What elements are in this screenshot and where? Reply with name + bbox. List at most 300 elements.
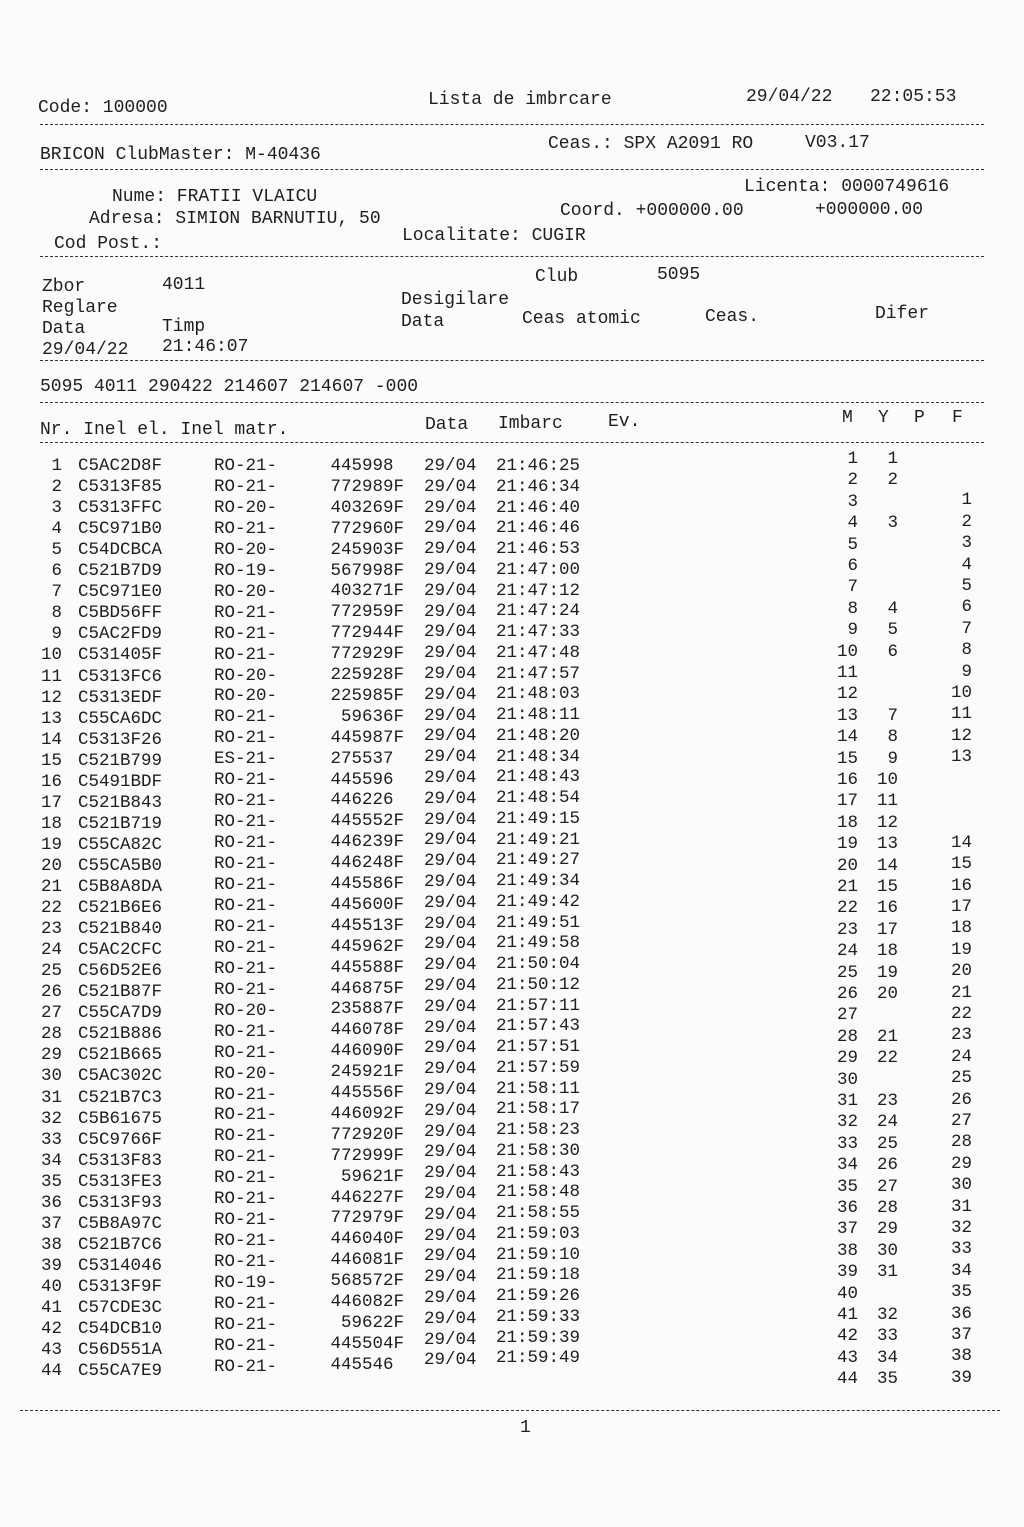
rank-f: 6	[961, 597, 972, 618]
ring-series: RO-20-	[214, 1000, 278, 1021]
rank-m: 23	[836, 919, 858, 940]
rank-m: 27	[836, 1005, 858, 1026]
row-number: 27	[40, 1003, 62, 1024]
arrival-time: 21:49:27	[496, 850, 581, 871]
arrival-date: 29/04	[424, 705, 477, 726]
row-number: 4	[51, 519, 62, 540]
arrival-time: 21:46:40	[496, 497, 581, 518]
electronic-ring: C55CA6DC	[78, 708, 163, 729]
arrival-time: 21:59:03	[496, 1223, 581, 1244]
arrival-time: 21:46:25	[496, 456, 581, 476]
device-model: BRICON ClubMaster: M-40436	[40, 145, 321, 165]
ring-number: 235887F	[330, 999, 404, 1020]
rank-y: 10	[876, 770, 898, 790]
ring-series: RO-21-	[214, 623, 278, 644]
arrival-date: 29/04	[424, 1350, 477, 1371]
electronic-ring: C55CA5B0	[78, 855, 163, 876]
ring-number: 446081F	[330, 1250, 404, 1271]
rank-f: 7	[961, 618, 972, 639]
electronic-ring: C54DCBCA	[78, 540, 163, 561]
arrival-date: 29/04	[424, 1267, 477, 1288]
ring-number: 445998	[330, 456, 404, 476]
rank-f: 9	[961, 661, 972, 682]
rank-y: 31	[876, 1262, 898, 1283]
rank-m: 7	[847, 577, 858, 598]
col-header-ev: Ev.	[608, 412, 641, 432]
rank-y: 11	[876, 791, 898, 812]
rank-m: 1	[847, 449, 858, 469]
rank-m: 34	[836, 1155, 858, 1176]
rank-y: 16	[876, 898, 898, 919]
rank-m: 19	[836, 834, 858, 855]
electronic-ring: C5AC302C	[78, 1066, 163, 1087]
col-header-f: F	[952, 408, 963, 428]
ring-number: 445962F	[330, 936, 404, 957]
arrival-date: 29/04	[424, 1142, 477, 1163]
electronic-ring: C56D551A	[78, 1340, 163, 1361]
arrival-date: 29/04	[424, 830, 477, 851]
row-number: 18	[40, 813, 62, 834]
ring-number: 445552F	[330, 811, 404, 832]
rank-y: 24	[876, 1112, 898, 1133]
ring-number: 772960F	[330, 518, 404, 539]
rank-y: 4	[887, 598, 898, 619]
rank-f: 21	[950, 982, 972, 1003]
rank-y: 23	[876, 1091, 898, 1111]
rank-y: 5	[887, 620, 898, 641]
ring-number: 446226	[330, 790, 404, 811]
arrival-time: 21:48:34	[496, 746, 581, 767]
ring-series: RO-20-	[214, 686, 278, 707]
arrival-time: 21:50:12	[496, 974, 581, 995]
arrival-date: 29/04	[424, 1038, 477, 1059]
row-number: 19	[40, 834, 62, 855]
rank-y: 20	[876, 984, 898, 1004]
rank-f: 28	[950, 1132, 972, 1153]
ring-series: RO-21-	[214, 875, 278, 895]
row-number: 17	[40, 792, 62, 813]
rank-y: 8	[887, 727, 898, 748]
ring-series: RO-21-	[214, 602, 278, 623]
rank-f: 31	[950, 1196, 972, 1217]
owner-address: Adresa: SIMION BARNUTIU, 50	[89, 209, 381, 229]
rank-f: 4	[961, 554, 972, 575]
arrival-date: 29/04	[424, 476, 477, 497]
rank-f: 15	[950, 854, 972, 875]
print-date: 29/04/22	[746, 87, 833, 107]
row-number: 12	[40, 687, 62, 708]
arrival-time: 21:48:03	[496, 684, 581, 705]
zbor-label: Zbor	[42, 277, 86, 297]
rank-f: 17	[950, 897, 972, 917]
arrival-date: 29/04	[424, 456, 477, 476]
arrival-date: 29/04	[424, 809, 477, 830]
electronic-ring: C5313FFC	[78, 498, 163, 519]
divider	[20, 1410, 1000, 1411]
arrival-date: 29/04	[424, 1100, 477, 1121]
rank-f: 32	[950, 1218, 972, 1238]
ring-number: 446875F	[330, 978, 404, 999]
rank-m: 2	[847, 470, 858, 491]
arrival-time: 21:58:55	[496, 1203, 581, 1223]
rank-m: 20	[836, 855, 858, 876]
ring-series: RO-21-	[214, 456, 278, 476]
arrival-date: 29/04	[424, 622, 477, 643]
ring-number: 445504F	[330, 1333, 404, 1354]
arrival-time: 21:46:46	[496, 518, 581, 539]
ring-number: 225985F	[330, 685, 404, 706]
rank-m: 28	[836, 1026, 858, 1047]
rank-f: 36	[950, 1303, 972, 1324]
electronic-ring: C521B6E6	[78, 898, 163, 919]
divider	[40, 402, 984, 403]
rank-y: 1	[887, 449, 898, 469]
electronic-ring: C5B8A8DA	[78, 877, 163, 897]
ring-series: RO-21-	[214, 1042, 278, 1063]
ring-number: 445600F	[330, 894, 404, 915]
electronic-ring: C521B665	[78, 1045, 163, 1066]
electronic-ring: C55CA7E9	[78, 1361, 163, 1382]
row-number: 21	[40, 877, 62, 897]
rank-m: 13	[836, 705, 858, 726]
arrival-date: 29/04	[424, 996, 477, 1017]
arrival-date: 29/04	[424, 851, 477, 872]
rank-y: 13	[876, 834, 898, 855]
row-number: 36	[40, 1192, 62, 1213]
timp-label: Timp	[162, 317, 206, 337]
electronic-ring: C5AC2FD9	[78, 624, 163, 645]
rank-f: 5	[961, 576, 972, 596]
rank-m: 39	[836, 1262, 858, 1283]
rank-m: 22	[836, 898, 858, 919]
ring-number: 446239F	[330, 832, 404, 853]
ring-series: RO-20-	[214, 497, 278, 518]
arrival-time: 21:57:51	[496, 1037, 581, 1057]
rank-f: 18	[950, 918, 972, 939]
rank-m: 31	[836, 1091, 858, 1111]
rank-m: 30	[836, 1069, 858, 1090]
rank-y: 21	[876, 1026, 898, 1047]
ring-number: 772929F	[330, 644, 404, 665]
ring-number: 445513F	[330, 915, 404, 936]
rank-m: 8	[847, 598, 858, 619]
arrival-time: 21:49:21	[496, 829, 581, 850]
electronic-ring: C531405F	[78, 645, 163, 666]
ring-series: RO-21-	[214, 707, 278, 728]
ring-series: RO-19-	[214, 560, 278, 581]
row-number: 2	[51, 477, 62, 498]
electronic-ring: C54DCB10	[78, 1319, 163, 1340]
arrival-time: 21:59:33	[496, 1306, 581, 1327]
electronic-ring: C521B7C3	[78, 1087, 163, 1108]
ring-series: RO-21-	[214, 1189, 278, 1210]
divider	[40, 169, 984, 170]
arrival-time: 21:47:57	[496, 663, 581, 684]
row-number: 41	[40, 1298, 62, 1318]
coordinates-value: +000000.00	[815, 200, 924, 220]
electronic-ring: C55CA82C	[78, 834, 163, 855]
col-header-imbarc: Imbarc	[498, 414, 563, 434]
arrival-date: 29/04	[424, 913, 477, 934]
rank-m: 15	[836, 748, 858, 769]
arrival-time: 21:57:11	[496, 995, 581, 1016]
owner-name: Nume: FRATII VLAICU	[112, 187, 318, 207]
ring-series: RO-21-	[214, 1356, 278, 1377]
row-number: 9	[51, 624, 62, 645]
arrival-date: 29/04	[424, 747, 477, 768]
rank-f: 27	[950, 1111, 972, 1131]
electronic-ring: C5313F9F	[78, 1276, 163, 1297]
arrival-date: 29/04	[424, 643, 477, 664]
electronic-ring: C56D52E6	[78, 961, 163, 982]
rank-f: 8	[961, 640, 972, 661]
electronic-ring: C521B7C6	[78, 1234, 163, 1255]
coordinates: Coord. +000000.00	[560, 201, 744, 221]
arrival-time: 21:48:54	[496, 788, 581, 808]
divider	[40, 124, 984, 125]
reglare-label: Reglare	[42, 298, 118, 318]
rank-f: 30	[950, 1175, 972, 1196]
ring-series: RO-21-	[214, 1105, 278, 1126]
divider	[40, 442, 984, 443]
club-label: Club	[535, 267, 579, 287]
rank-m: 6	[847, 556, 858, 576]
electronic-ring: C521B7D9	[78, 561, 163, 582]
ring-series: RO-21-	[214, 1021, 278, 1042]
rank-m: 4	[847, 513, 858, 534]
electronic-ring: C5AC2CFC	[78, 940, 163, 961]
electronic-ring: C5C971B0	[78, 519, 163, 540]
rank-m: 12	[836, 684, 858, 705]
electronic-ring: C5BD56FF	[78, 603, 163, 624]
arrival-date: 29/04	[424, 934, 477, 955]
rank-f: 39	[950, 1367, 972, 1388]
arrival-date: 29/04	[424, 539, 477, 560]
ring-number: 59636F	[340, 706, 404, 727]
postal-code: Cod Post.:	[54, 234, 163, 254]
rank-y: 18	[876, 941, 898, 962]
ring-number: 445546	[330, 1354, 404, 1375]
arrival-date: 29/04	[424, 580, 477, 601]
ring-number: 772989F	[330, 476, 404, 497]
rank-y: 29	[876, 1219, 898, 1240]
reglare-date: 29/04/22	[42, 340, 129, 360]
ring-series: RO-21-	[214, 728, 278, 749]
row-number: 35	[40, 1171, 62, 1192]
electronic-ring: C521B799	[78, 750, 163, 771]
rank-y: 14	[876, 855, 898, 876]
rank-y: 9	[887, 748, 898, 769]
ring-number: 59622F	[340, 1312, 404, 1333]
ring-series: RO-21-	[214, 854, 278, 875]
rank-f: 26	[950, 1089, 972, 1110]
desigilare-label: Desigilare	[401, 290, 510, 310]
arrival-time: 21:58:30	[496, 1140, 581, 1161]
row-number: 13	[40, 708, 62, 729]
arrival-time: 21:57:43	[496, 1016, 581, 1037]
rank-y: 25	[876, 1133, 898, 1154]
electronic-ring: C57CDE3C	[78, 1298, 163, 1318]
rank-f: 20	[950, 961, 972, 982]
arrival-date: 29/04	[424, 872, 477, 892]
rank-y: 17	[876, 919, 898, 940]
electronic-ring: C5313EDF	[78, 687, 163, 708]
arrival-date: 29/04	[424, 1184, 477, 1204]
ring-number: 403269F	[330, 497, 404, 518]
rank-y: 26	[876, 1155, 898, 1176]
ring-series: RO-20-	[214, 581, 278, 602]
row-number: 43	[40, 1340, 62, 1361]
ring-series: RO-21-	[214, 1210, 278, 1231]
ring-series: RO-21-	[214, 833, 278, 854]
row-number: 32	[40, 1108, 62, 1129]
row-number: 44	[40, 1361, 62, 1382]
divider	[40, 256, 984, 257]
arrival-date: 29/04	[424, 1246, 477, 1267]
rank-y: 33	[876, 1326, 898, 1347]
rank-y: 19	[876, 962, 898, 983]
arrival-time: 21:48:20	[496, 725, 581, 746]
arrival-time: 21:49:51	[496, 912, 581, 933]
rank-m: 42	[836, 1326, 858, 1347]
row-number: 14	[40, 729, 62, 750]
arrival-time: 21:49:15	[496, 808, 581, 829]
arrival-date: 29/04	[424, 726, 477, 747]
rank-m: 43	[836, 1347, 858, 1368]
rank-y: 32	[876, 1305, 898, 1325]
rank-m: 11	[836, 663, 858, 683]
rank-m: 40	[836, 1283, 858, 1304]
rank-y: 3	[887, 513, 898, 534]
code-label: Code: 100000	[38, 98, 168, 118]
ring-number: 445586F	[330, 874, 404, 894]
arrival-date: 29/04	[424, 1121, 477, 1142]
arrival-time: 21:49:42	[496, 891, 581, 912]
rank-m: 21	[836, 877, 858, 897]
arrival-date: 29/04	[424, 664, 477, 684]
ring-number: 772920F	[330, 1124, 404, 1145]
rank-y: 2	[887, 470, 898, 491]
page-number: 1	[520, 1418, 531, 1438]
rank-m: 33	[836, 1133, 858, 1154]
row-number: 26	[40, 982, 62, 1003]
ring-number: 772944F	[330, 623, 404, 644]
ring-number: 403271F	[330, 581, 404, 602]
ring-number: 567998F	[330, 560, 404, 581]
rank-m: 35	[836, 1176, 858, 1197]
row-number: 30	[40, 1066, 62, 1087]
locality: Localitate: CUGIR	[402, 226, 586, 246]
ring-series: RO-20-	[214, 539, 278, 560]
arrival-time: 21:50:04	[496, 954, 581, 974]
ring-number: 772979F	[330, 1208, 404, 1229]
ring-series: RO-21-	[214, 1231, 278, 1252]
rank-f: 29	[950, 1153, 972, 1174]
ring-number: 772959F	[330, 602, 404, 623]
row-number: 11	[40, 666, 62, 687]
col-header-nr-inel: Nr. Inel el. Inel matr.	[40, 420, 289, 440]
ring-number: 245921F	[330, 1062, 404, 1083]
arrival-time: 21:59:10	[496, 1244, 581, 1265]
col-header-y: Y	[878, 408, 889, 428]
ring-series: RO-20-	[214, 1063, 278, 1084]
rank-m: 32	[836, 1112, 858, 1133]
ring-number: 446082F	[330, 1292, 404, 1312]
rank-m: 41	[836, 1305, 858, 1325]
desigilare-data-label: Data	[401, 312, 445, 332]
ring-number: 445588F	[330, 957, 404, 978]
arrival-date: 29/04	[424, 976, 477, 996]
electronic-ring: C55CA7D9	[78, 1003, 163, 1024]
ring-number: 446227F	[330, 1187, 404, 1208]
rank-m: 36	[836, 1198, 858, 1218]
ring-number: 245903F	[330, 539, 404, 560]
arrival-date: 29/04	[424, 518, 477, 539]
arrival-time: 21:59:49	[496, 1348, 581, 1369]
rank-y: 30	[876, 1240, 898, 1261]
row-number: 37	[40, 1213, 62, 1234]
ring-series: RO-20-	[214, 665, 278, 686]
row-number: 29	[40, 1045, 62, 1066]
rank-f: 35	[950, 1282, 972, 1303]
ring-series: RO-21-	[214, 476, 278, 497]
arrival-time: 21:57:59	[496, 1057, 581, 1078]
arrival-time: 21:47:00	[496, 559, 581, 580]
rank-f: 33	[950, 1239, 972, 1260]
row-number: 42	[40, 1319, 62, 1340]
rank-f: 11	[950, 704, 972, 725]
ring-series: RO-21-	[214, 937, 278, 958]
row-number: 5	[51, 540, 62, 561]
ring-number: 772999F	[330, 1145, 404, 1166]
rank-f: 23	[950, 1025, 972, 1046]
rank-y: 22	[876, 1048, 898, 1069]
rank-m: 29	[836, 1048, 858, 1069]
rank-y: 28	[876, 1198, 898, 1218]
rank-m: 5	[847, 534, 858, 555]
ring-series: RO-21-	[214, 1147, 278, 1168]
ring-number: 225928F	[330, 665, 404, 685]
ring-series: RO-21-	[214, 958, 278, 979]
row-number: 31	[40, 1087, 62, 1108]
arrival-date: 29/04	[424, 955, 477, 976]
row-number: 24	[40, 940, 62, 961]
row-number: 28	[40, 1024, 62, 1045]
row-number: 10	[40, 645, 62, 666]
arrival-time: 21:58:17	[496, 1099, 581, 1120]
row-number: 22	[40, 898, 62, 919]
arrival-time: 21:58:43	[496, 1161, 581, 1182]
electronic-ring: C5AC2D8F	[78, 456, 163, 476]
electronic-ring: C521B87F	[78, 982, 163, 1003]
ring-number: 59621F	[340, 1166, 404, 1187]
rank-m: 25	[836, 962, 858, 983]
ring-series: RO-21-	[214, 916, 278, 937]
row-number: 7	[51, 582, 62, 603]
col-header-m: M	[842, 408, 853, 428]
row-number: 33	[40, 1129, 62, 1150]
arrival-date: 29/04	[424, 1017, 477, 1038]
rank-m: 14	[836, 727, 858, 748]
clock-id: Ceas.: SPX A2091 RO	[548, 134, 754, 154]
row-number: 1	[51, 456, 62, 476]
arrival-time: 21:47:12	[496, 580, 581, 601]
arrival-time: 21:48:11	[496, 705, 581, 725]
rank-m: 44	[836, 1369, 858, 1390]
firmware-version: V03.17	[805, 133, 870, 153]
row-number: 34	[40, 1150, 62, 1171]
rank-f: 2	[961, 511, 972, 532]
